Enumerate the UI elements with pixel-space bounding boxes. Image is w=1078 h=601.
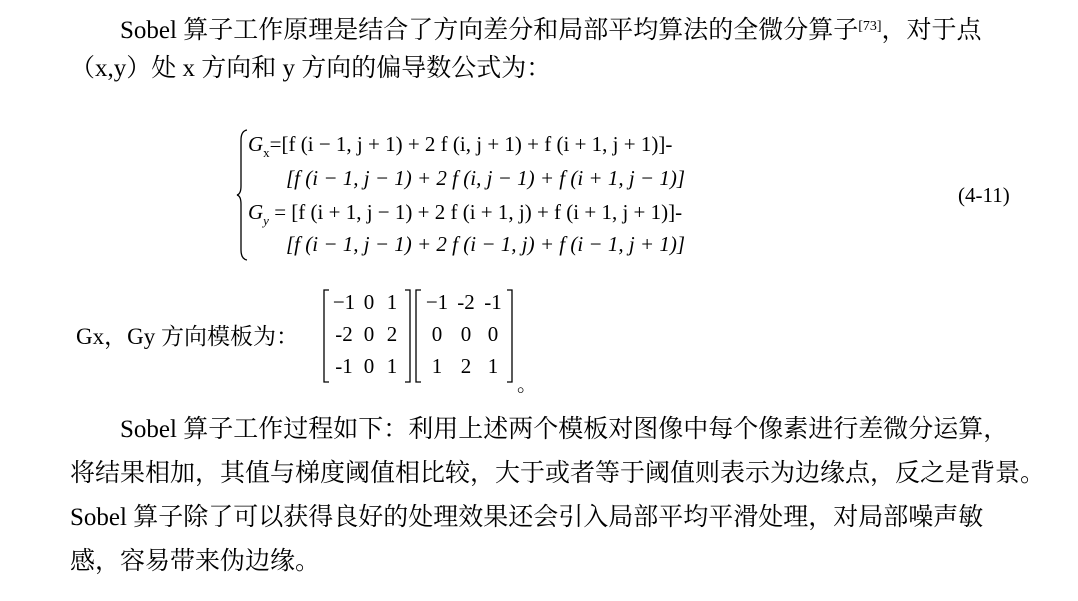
equation-number: (4-11) [958, 183, 1010, 207]
equation-block [236, 128, 686, 262]
gy-cell: -2 [457, 290, 475, 314]
gy-row-3 [422, 354, 506, 379]
process-line-3: Sobel 算子除了可以获得良好的处理效果还会引入局部平均平滑处理，对局部噪声敏 [70, 504, 984, 531]
gy-row-1 [422, 290, 506, 315]
left-brace [236, 128, 248, 262]
equation-line-gy [248, 200, 683, 228]
gx-expression-1: =[f (i − 1, j + 1) + 2 f (i, j + 1) + f (i + 1, j + 1)]- [269, 132, 673, 156]
gx-cell: 1 [386, 290, 398, 314]
gy-subscript: y [263, 213, 269, 228]
gy-cell: 1 [431, 354, 443, 378]
gy-expression-1: = [f (i + 1, j − 1) + 2 f (i + 1, j) + f (i + 1, j + 1)]- [268, 200, 683, 224]
citation[interactable]: [73] [858, 19, 882, 34]
gy-cell: 0 [487, 322, 499, 346]
gx-cell: 0 [363, 322, 375, 346]
template-label: Gx，Gy 方向模板为： [76, 324, 299, 349]
gx-cell: 0 [363, 354, 375, 378]
template-end-mark: 。 [517, 374, 537, 396]
intro-line-1-tail: ，对于点 [881, 17, 982, 44]
gx-cell: -1 [335, 354, 353, 378]
gy-cell: 2 [460, 354, 472, 378]
gy-row-2 [422, 322, 506, 347]
gx-subscript: x [263, 145, 270, 160]
intro-line-2: （x,y）处 x 方向和 y 方向的偏导数公式为： [70, 55, 552, 82]
equation-line-gx-2: [f (i − 1, j − 1) + 2 f (i, j − 1) + f (i + 1, j − 1)] [286, 166, 686, 190]
intro-line-1-text: Sobel 算子工作原理是结合了方向差分和局部平均算法的全微分算子 [120, 17, 859, 44]
gy-cell: 0 [460, 322, 472, 346]
process-line-4: 感，容易带来伪边缘。 [70, 548, 321, 575]
gx-cell: 1 [386, 354, 398, 378]
gx-row-3 [330, 354, 404, 379]
gy-cell: 1 [487, 354, 499, 378]
equation-line-gx [248, 132, 673, 160]
gx-cell: -2 [335, 322, 353, 346]
process-paragraph [70, 408, 1060, 584]
intro-paragraph [70, 12, 1060, 88]
intro-line-1 [70, 17, 982, 44]
gy-cell: 0 [431, 322, 443, 346]
gy-symbol: G [248, 200, 264, 224]
gx-symbol: G [248, 132, 264, 156]
process-line-2: 将结果相加，其值与梯度阈值相比较，大于或者等于阈值则表示为边缘点，反之是背景。 [70, 460, 1046, 487]
gy-cell: -1 [484, 290, 502, 314]
gx-row-2 [330, 322, 404, 347]
equation-line-gy-2: [f (i − 1, j − 1) + 2 f (i − 1, j) + f (i − 1, j + 1)] [286, 232, 686, 256]
gx-row-1 [330, 290, 404, 315]
gx-template-matrix [322, 288, 412, 384]
gy-cell: −1 [425, 290, 449, 314]
gx-cell: 0 [363, 290, 375, 314]
process-line-1: Sobel 算子工作过程如下：利用上述两个模板对图像中每个像素进行差微分运算， [120, 416, 1009, 443]
gy-template-matrix [414, 288, 514, 384]
gx-cell: −1 [332, 290, 356, 314]
gx-cell: 2 [386, 322, 398, 346]
